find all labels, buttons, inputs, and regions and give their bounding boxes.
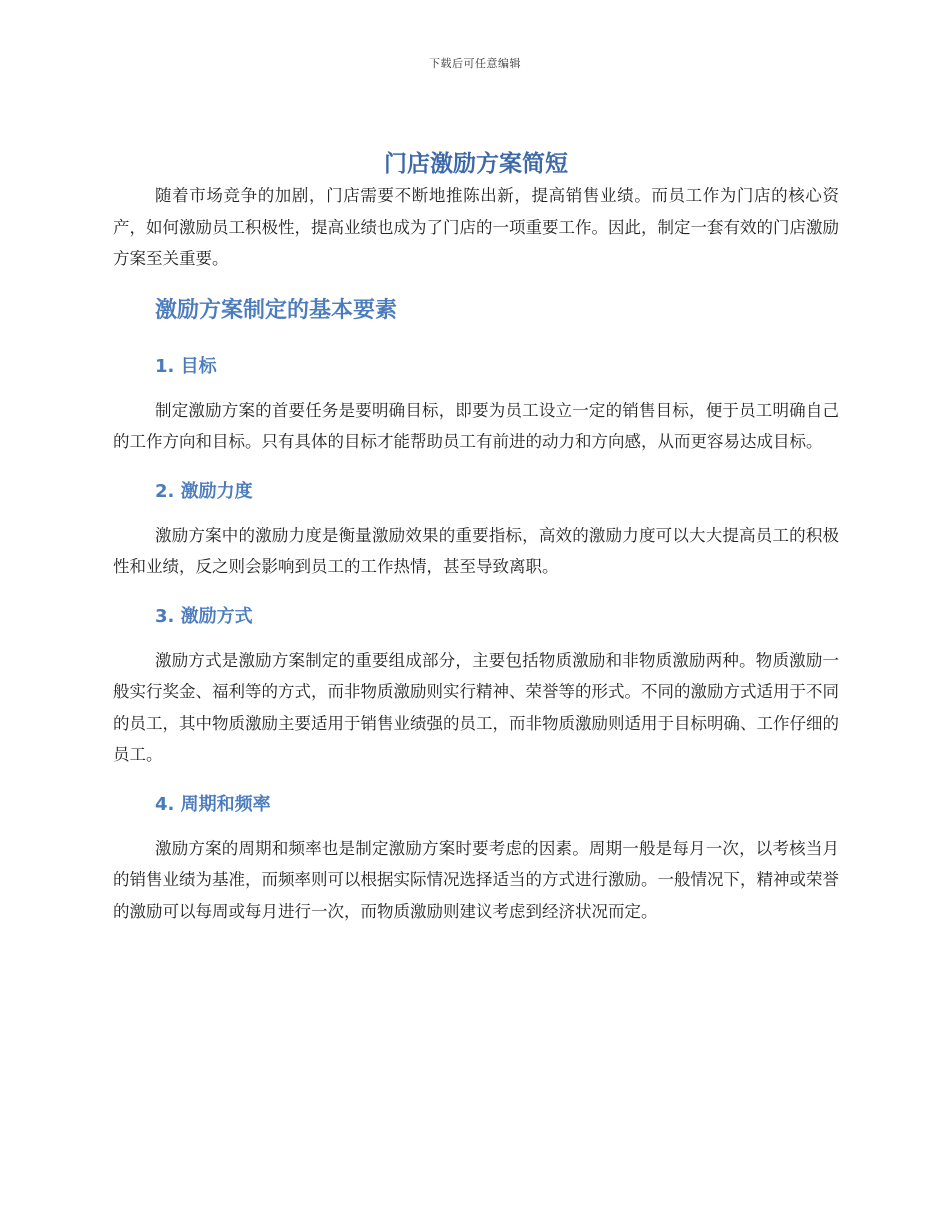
- intro-paragraph: 随着市场竞争的加剧，门店需要不断地推陈出新，提高销售业绩。而员工作为门店的核心资产，如何激励员工积极性，提高业绩也成为了门店的一项重要工作。因此，制定一套有效的门店激励方案至关重要。: [113, 186, 839, 268]
- subsection-heading-method: 3. 激励方式: [155, 605, 253, 627]
- subsection-paragraph-goal: 制定激励方案的首要任务是要明确目标，即要为员工设立一定的销售目标，便于员工明确自己的工作方向和目标。只有具体的目标才能帮助员工有前进的动力和方向感，从而更容易达成目标。: [113, 400, 839, 451]
- document-body: [113, 148, 839, 927]
- subsection-paragraph-cycle: 激励方案的周期和频率也是制定激励方案时要考虑的因素。周期一般是每月一次，以考核当月的销售业绩为基准，而频率则可以根据实际情况选择适当的方式进行激励。一般情况下，精神或荣誉的激励可以每周或每月进行一次，而物质激励则建议考虑到经济状况而定。: [113, 838, 839, 921]
- subsection-heading-cycle: 4. 周期和频率: [155, 793, 271, 815]
- document-title: 门店激励方案简短: [384, 151, 568, 177]
- page-header-note: 下载后可任意编辑: [429, 57, 521, 70]
- section-heading: 激励方案制定的基本要素: [155, 297, 398, 323]
- subsection-heading-intensity: 2. 激励力度: [155, 480, 253, 502]
- subsection-heading-goal: 1. 目标: [155, 355, 217, 377]
- subsection-paragraph-intensity: 激励方案中的激励力度是衡量激励效果的重要指标，高效的激励力度可以大大提高员工的积极性和业绩，反之则会影响到员工的工作热情，甚至导致离职。: [113, 525, 839, 576]
- subsection-paragraph-method: 激励方式是激励方案制定的重要组成部分，主要包括物质激励和非物质激励两种。物质激励一般实行奖金、福利等的方式，而非物质激励则实行精神、荣誉等的形式。不同的激励方式适用于不同的员工，其中物质激励主要适用于销售业绩强的员工，而非物质激励则适用于目标明确、工作仔细的员工。: [113, 650, 839, 764]
